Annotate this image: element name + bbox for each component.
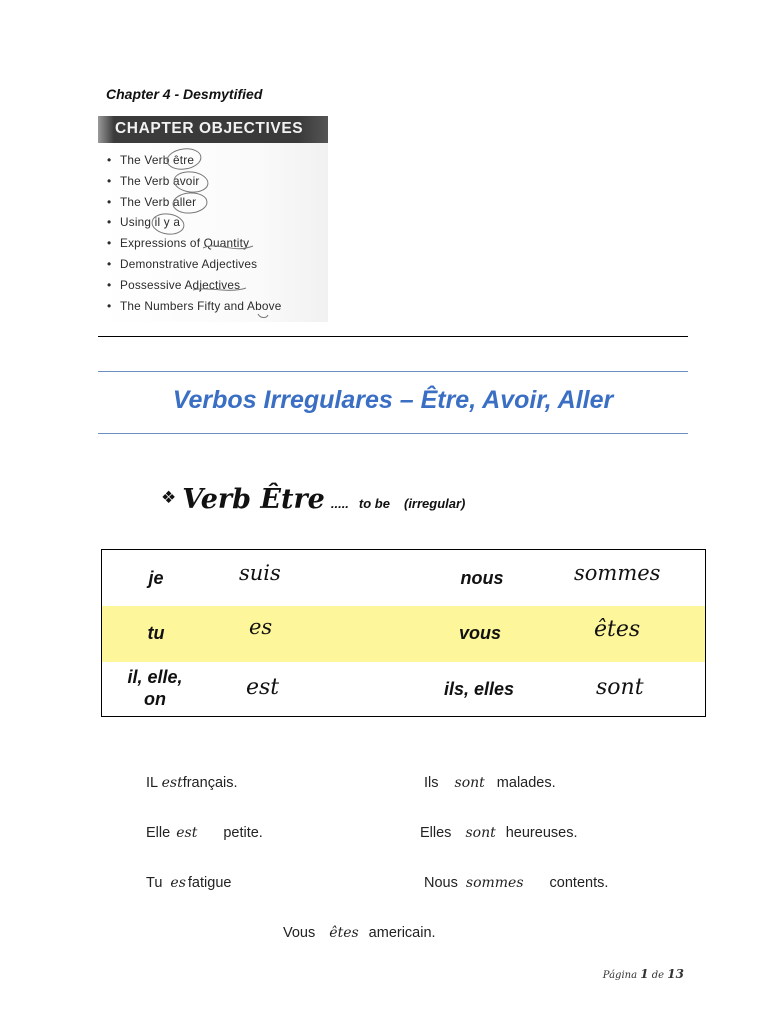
objective-item: • Demonstrative Adjectives [98, 254, 281, 275]
handwritten-verb: est [176, 825, 198, 841]
example-sentence [146, 875, 231, 891]
pronoun-singular: il, elle, on [127, 667, 183, 709]
page-total: 13 [667, 967, 684, 981]
example-predicate: malades. [496, 775, 556, 791]
objective-item: • The Verb être [98, 150, 281, 171]
handwritten-verb: est [161, 775, 183, 791]
svg-text:suis: suis [239, 561, 281, 585]
svg-text:sommes: sommes [574, 561, 661, 585]
example-sentence [146, 775, 238, 791]
pronoun-singular: je [148, 568, 164, 588]
handwritten-verb-form [572, 560, 692, 590]
example-sentence [424, 775, 556, 791]
example-predicate: heureuses. [505, 825, 578, 841]
handwritten-verb: sont [454, 775, 485, 791]
verb-meaning: to be [358, 496, 390, 511]
objective-item: • The Numbers Fifty and Above [98, 296, 281, 317]
diamond-bullet-icon: ❖ [161, 488, 177, 507]
example-subject: Vous [283, 925, 316, 941]
example-subject: Elles [420, 825, 452, 841]
objective-item: • Expressions of Quantity [98, 233, 281, 254]
page-number [603, 967, 684, 981]
example-subject: Ils [424, 775, 439, 791]
example-predicate: americain. [368, 925, 436, 941]
handwritten-verb: sont [465, 825, 496, 841]
chapter-objectives-image [98, 116, 328, 322]
page-of: de [651, 970, 665, 981]
objectives-heading: CHAPTER OBJECTIVES [115, 120, 304, 137]
conjugation-row-highlighted [102, 606, 705, 662]
pronoun-plural: ils, elles [443, 679, 515, 699]
example-predicate: français. [182, 775, 238, 791]
svg-text:êtes: êtes [594, 617, 641, 642]
pronoun-plural: nous [460, 568, 504, 588]
objective-item: • The Verb aller [98, 192, 281, 213]
example-sentence [146, 825, 263, 841]
title-rule-top [98, 371, 688, 372]
svg-text:es: es [249, 615, 273, 639]
chapter-title: Chapter 4 - Desmytified [106, 86, 263, 102]
verb-heading [161, 484, 465, 515]
example-sentence [420, 825, 577, 841]
objective-item: • Possessive Adjectives [98, 275, 281, 296]
conjugation-table [101, 549, 706, 717]
example-predicate: contents. [549, 875, 609, 891]
pronoun-plural: vous [458, 623, 501, 643]
handwritten-verb-form [594, 670, 684, 704]
example-subject: Nous [424, 875, 458, 891]
divider-line [98, 336, 688, 337]
svg-text:sont: sont [596, 675, 644, 700]
page-title: Verbos Irregulares – Être, Avoir, Aller [172, 386, 614, 414]
svg-text:est: est [246, 675, 280, 700]
example-subject: IL [146, 775, 158, 791]
handwritten-verb-form [247, 614, 327, 644]
verb-dots: ..... [330, 496, 349, 511]
handwritten-verb: es [170, 875, 186, 891]
objective-item: • Using il y a [98, 212, 281, 233]
handwritten-verb: êtes [329, 925, 359, 941]
handwritten-verb-form [237, 560, 317, 590]
handwritten-verb-form [592, 612, 682, 646]
handwritten-verb-form [244, 670, 324, 704]
example-sentence [424, 875, 608, 891]
title-rule-bottom [98, 433, 688, 434]
page-current: 1 [640, 967, 649, 981]
pronoun-singular: tu [147, 623, 165, 643]
handwritten-verb: sommes [465, 875, 524, 891]
example-predicate: fatigue [187, 875, 232, 891]
conjugation-row [102, 662, 705, 718]
conjugation-row [102, 550, 705, 606]
objective-item: • The Verb avoir [98, 171, 281, 192]
verb-name: Verb Être [182, 484, 325, 515]
example-subject: Tu [146, 875, 163, 891]
example-subject: Elle [146, 825, 171, 841]
pen-annotation-circles [98, 116, 328, 322]
example-predicate: petite. [223, 825, 263, 841]
example-sentence [283, 925, 436, 941]
page-prefix: Página [602, 970, 638, 981]
verb-type: (irregular) [403, 496, 466, 511]
